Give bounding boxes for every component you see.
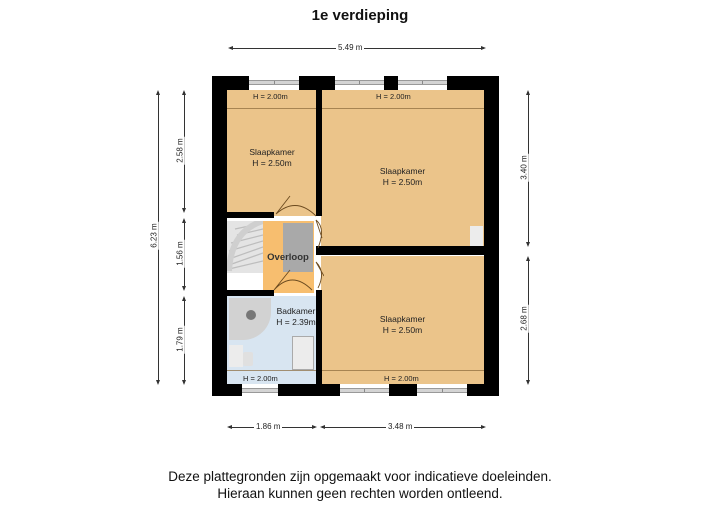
dimension-label: 5.49 m xyxy=(338,43,363,52)
dimension-label: 3.40 m xyxy=(519,155,529,180)
wall-interior-horizontal xyxy=(316,246,484,255)
door-bottom-right-icon xyxy=(316,262,324,288)
window-top-2 xyxy=(335,80,384,85)
arrow-down-icon xyxy=(156,380,160,385)
wall-top-segment xyxy=(384,76,398,90)
bath-cabinet xyxy=(292,336,314,370)
dimension-label: 1.79 m xyxy=(175,327,185,352)
door-top-left-icon xyxy=(276,196,316,216)
wall-left xyxy=(212,76,227,396)
window-bottom-1 xyxy=(242,388,278,393)
dimension-label: 6.23 m xyxy=(149,223,159,248)
room-label-bedroom-top-right xyxy=(321,166,484,188)
arrow-right-icon xyxy=(481,46,486,50)
room-label-bathroom xyxy=(268,306,324,328)
wall-top-segment xyxy=(212,76,249,90)
room-height: H = 2.39m xyxy=(276,317,316,327)
staircase xyxy=(227,221,263,273)
sink xyxy=(229,345,243,367)
toilet xyxy=(243,352,253,366)
wall-interior-horizontal xyxy=(227,290,274,296)
arrow-down-icon xyxy=(182,380,186,385)
disclaimer-line-1: Deze plattegronden zijn opgemaakt voor indicatieve doeleinden. xyxy=(168,469,552,484)
room-name: Slaapkamer xyxy=(249,147,295,157)
wall-interior-horizontal xyxy=(227,212,274,218)
stairs-icon xyxy=(227,221,263,273)
wall-bottom-segment xyxy=(278,384,340,396)
room-name: Badkamer xyxy=(276,306,316,316)
door-top-right-icon xyxy=(316,220,322,248)
disclaimer-line-2: Hieraan kunnen geen rechten worden ontleend. xyxy=(217,486,503,501)
arrow-down-icon xyxy=(526,242,530,247)
door-bathroom-icon xyxy=(274,270,312,290)
wall-right xyxy=(484,76,499,396)
window-bottom-2 xyxy=(340,388,389,393)
window-top-3 xyxy=(398,80,447,85)
shower-drain-icon xyxy=(246,310,256,320)
room-name: Slaapkamer xyxy=(379,314,426,324)
window-top-1 xyxy=(249,80,299,85)
dimension-label: 1.86 m xyxy=(256,422,281,431)
wall-bottom-segment xyxy=(389,384,417,396)
slope-label-top-right: H = 2.00m xyxy=(376,92,411,101)
wall-interior-vertical xyxy=(316,290,322,384)
room-name: Slaapkamer xyxy=(379,166,426,176)
door-swings xyxy=(272,192,324,296)
floor-title: 1e verdieping xyxy=(311,7,409,24)
arrow-down-icon xyxy=(182,208,186,213)
slope-label-top-left: H = 2.00m xyxy=(253,92,288,101)
dimension-label: 3.48 m xyxy=(388,422,413,431)
dimension-label: 1.56 m xyxy=(175,241,185,266)
slope-label-bottom-right: H = 2.00m xyxy=(384,374,419,383)
room-label-bedroom-top-left xyxy=(227,147,317,169)
room-height: H = 2.50m xyxy=(382,325,423,335)
dimension-label: 2.58 m xyxy=(175,138,185,163)
wall-bottom-segment xyxy=(212,384,242,396)
window-bottom-3 xyxy=(417,388,467,393)
slope-label-bottom-left: H = 2.00m xyxy=(243,374,278,383)
wall-top-segment xyxy=(447,76,499,90)
arrow-right-icon xyxy=(481,425,486,429)
wall-bottom-segment xyxy=(467,384,499,396)
room-label-bedroom-bottom-right xyxy=(321,314,484,336)
room-height: H = 2.50m xyxy=(252,158,292,168)
arrow-down-icon xyxy=(182,286,186,291)
slope-line-top xyxy=(227,108,484,109)
dimension-label: 2.68 m xyxy=(519,306,529,331)
arrow-right-icon xyxy=(312,425,317,429)
arrow-down-icon xyxy=(526,380,530,385)
slope-line-bottom xyxy=(227,370,484,371)
room-label-landing: Overloop xyxy=(267,252,309,263)
room-height: H = 2.50m xyxy=(382,177,423,187)
radiator-fixture xyxy=(470,226,483,246)
